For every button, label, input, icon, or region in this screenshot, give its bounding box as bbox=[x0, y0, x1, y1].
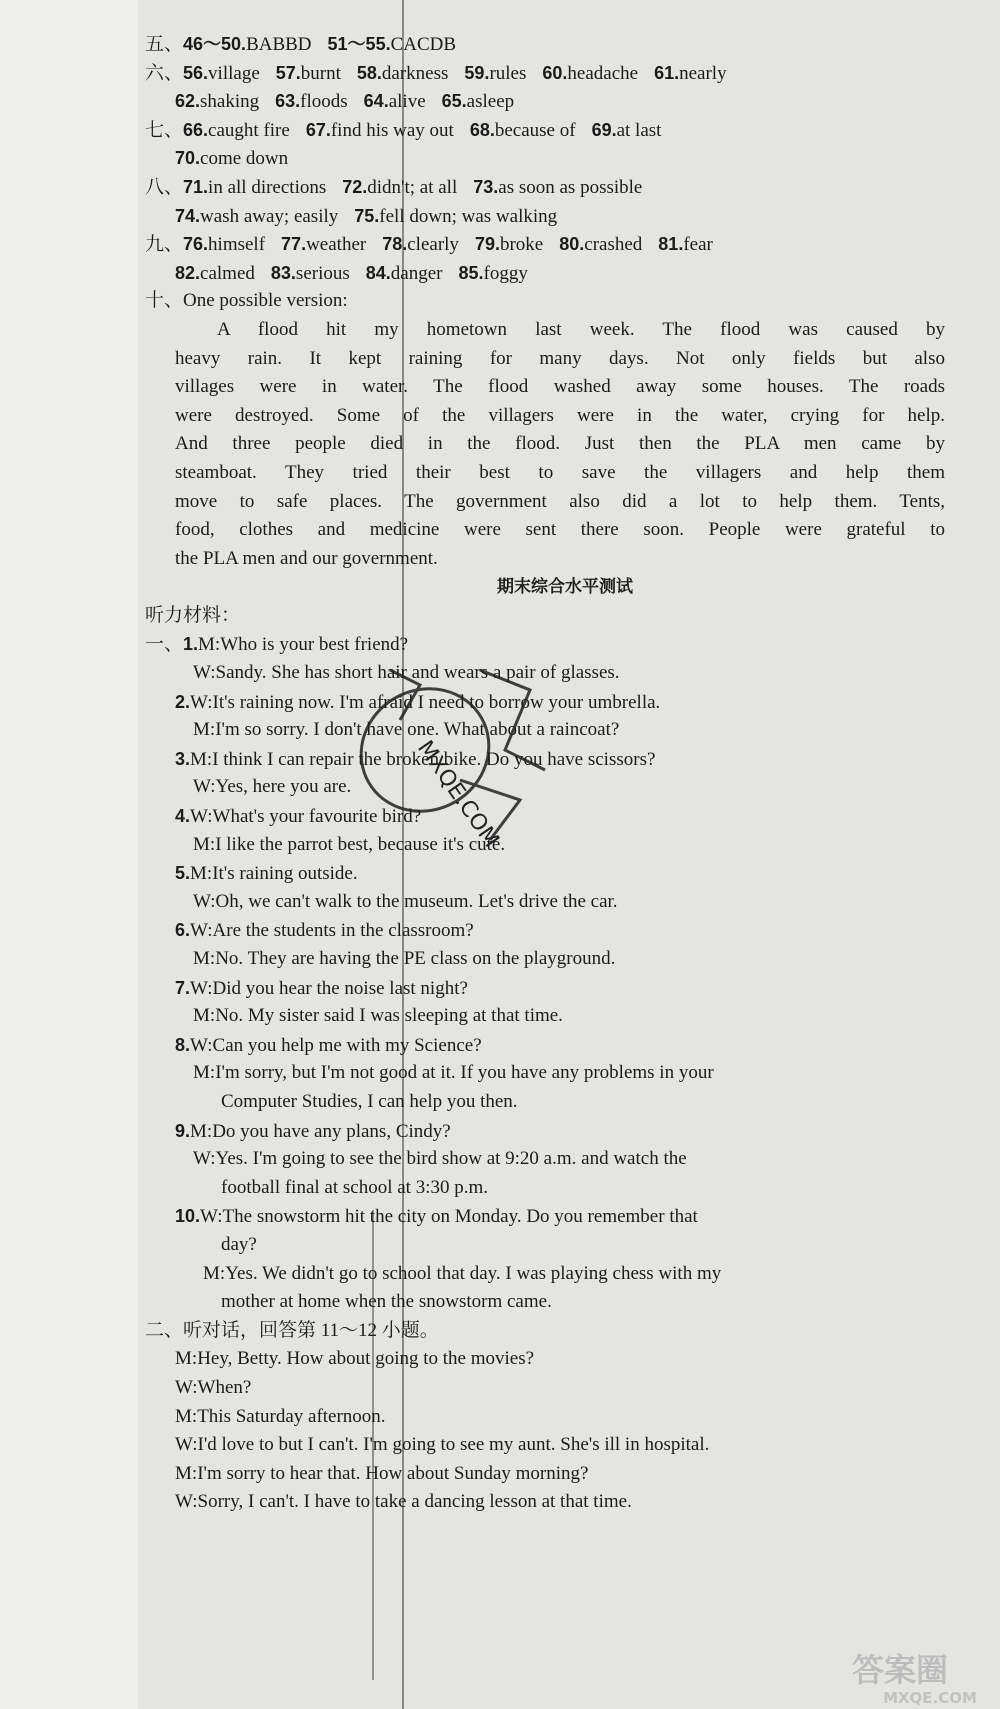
essay-line: A flood hit my hometown last week. The flood was caused by bbox=[217, 318, 945, 340]
answer-item bbox=[470, 116, 576, 146]
answer-number: 65. bbox=[441, 91, 467, 112]
dialogue-number: 4. bbox=[175, 806, 191, 827]
answer-item bbox=[275, 87, 348, 117]
dialogue-line bbox=[145, 974, 945, 1003]
dialogue-line bbox=[145, 1288, 945, 1317]
dialogue-number: 5. bbox=[175, 863, 191, 884]
answer-item bbox=[592, 116, 662, 146]
utterance: Did you hear the noise last night? bbox=[212, 977, 468, 999]
answer-text: darkness bbox=[381, 62, 449, 84]
speaker: W: bbox=[190, 920, 213, 942]
section-7-line-2 bbox=[145, 144, 945, 173]
answer-number: 72. bbox=[342, 176, 368, 197]
utterance: Sorry, I can't. I have to take a dancing lesson at that time. bbox=[197, 1491, 632, 1513]
section-label: 五、 bbox=[145, 34, 184, 55]
answer-text: himself bbox=[208, 234, 266, 256]
answer-number: 69. bbox=[591, 119, 617, 140]
answer-item bbox=[458, 259, 527, 289]
answer-text: crashed bbox=[584, 234, 643, 256]
dialogue-line bbox=[145, 1231, 945, 1260]
answer-item bbox=[175, 87, 259, 117]
utterance: football final at school at 3:30 p.m. bbox=[221, 1176, 489, 1198]
dialogue-line bbox=[145, 1145, 945, 1174]
utterance: I like the parrot best, because it's cute. bbox=[215, 833, 506, 855]
speaker: W: bbox=[175, 1434, 198, 1456]
utterance: I'm sorry, but I'm not good at it. If you have any problems in your bbox=[215, 1062, 714, 1084]
answer-text: foggy bbox=[483, 262, 528, 284]
speaker: M: bbox=[190, 748, 213, 770]
answer-item bbox=[281, 230, 366, 260]
answer-text: broke bbox=[499, 234, 544, 256]
answer-number: 46～50. bbox=[183, 34, 247, 54]
speaker: M: bbox=[175, 1462, 198, 1484]
answer-number: 79. bbox=[474, 234, 500, 255]
speaker: M: bbox=[190, 1120, 213, 1142]
section-heading: One possible version: bbox=[183, 290, 348, 312]
dialogue-line bbox=[145, 916, 945, 945]
answer-text: weather bbox=[306, 234, 367, 256]
answer-number: 85. bbox=[458, 262, 484, 283]
answer-text: because of bbox=[494, 119, 576, 141]
essay-line: steamboat. They tried their best to save the villagers and help them bbox=[175, 461, 945, 483]
answer-item bbox=[183, 116, 290, 146]
answer-text: village bbox=[208, 62, 260, 84]
answer-text: didn't; at all bbox=[367, 176, 458, 198]
essay-line: move to safe places. The government also did a lot to help them. Tents, bbox=[175, 490, 945, 512]
answer-item bbox=[183, 59, 260, 89]
answer-number: 64. bbox=[363, 91, 389, 112]
answer-text: caught fire bbox=[208, 119, 290, 141]
essay-line: food, clothes and medicine were sent there soon. People were grateful to bbox=[175, 519, 945, 541]
utterance: Sandy. She has short hair and wears a pair of glasses. bbox=[215, 662, 620, 684]
section-9-line-1 bbox=[145, 230, 945, 259]
section-5 bbox=[145, 30, 945, 59]
answer-text: danger bbox=[390, 262, 443, 284]
answer-text: rules bbox=[489, 62, 527, 84]
answer-item bbox=[464, 59, 526, 89]
answer-item bbox=[175, 259, 255, 289]
section-label: 八、 bbox=[145, 176, 184, 198]
answer-text: headache bbox=[567, 62, 639, 84]
answer-item bbox=[276, 59, 341, 89]
exam-title: 期末综合水平测试 bbox=[497, 577, 633, 598]
answer-number: 59. bbox=[464, 62, 490, 83]
answer-text: as soon as possible bbox=[498, 176, 643, 198]
speaker: W: bbox=[193, 890, 216, 912]
speaker: M: bbox=[193, 833, 216, 855]
answer-text: CACDB bbox=[390, 34, 457, 55]
answer-text: alive bbox=[388, 91, 426, 113]
utterance: The snowstorm hit the city on Monday. Do you remember that bbox=[222, 1206, 698, 1228]
listening-heading: 听力材料： bbox=[145, 604, 241, 626]
answer-number: 70. bbox=[175, 148, 201, 169]
answer-number: 66. bbox=[183, 119, 209, 140]
speaker: W: bbox=[175, 1376, 198, 1398]
answer-text: shaking bbox=[200, 91, 260, 113]
answer-text: BABBD bbox=[246, 34, 312, 55]
section-label: 六、 bbox=[145, 62, 184, 84]
speaker: M: bbox=[193, 1062, 216, 1084]
answer-item bbox=[559, 230, 642, 260]
essay-line: villages were in water. The flood washed away some houses. The roads bbox=[175, 376, 945, 398]
dialogue-number: 7. bbox=[175, 977, 191, 998]
utterance: Oh, we can't walk to the museum. Let's drive the car. bbox=[215, 890, 618, 912]
answer-number: 81. bbox=[658, 234, 684, 255]
answer-number: 73. bbox=[473, 176, 499, 197]
answer-text: nearly bbox=[679, 62, 727, 84]
dialogue-line bbox=[145, 1260, 945, 1289]
stamp-text: MXQE.COM bbox=[412, 736, 504, 853]
answer-item bbox=[357, 59, 449, 89]
answer-number: 51～55. bbox=[327, 34, 391, 54]
dialogue-number: 9. bbox=[175, 1120, 191, 1141]
answer-text: floods bbox=[300, 91, 348, 113]
logo-text: 答案圈 bbox=[851, 1651, 949, 1689]
utterance: Are the students in the classroom? bbox=[212, 920, 474, 942]
answer-item bbox=[658, 230, 713, 260]
utterance: It's raining now. I'm afraid I need to borrow your umbrella. bbox=[212, 691, 661, 713]
answer-item bbox=[382, 230, 459, 260]
answer-number: 56. bbox=[183, 62, 209, 83]
dialogue-number: 1. bbox=[183, 634, 199, 655]
speaker: W: bbox=[193, 1148, 216, 1170]
utterance: It's raining outside. bbox=[212, 863, 358, 885]
answer-item bbox=[542, 59, 638, 89]
dialogue-line bbox=[145, 1202, 945, 1231]
speaker: M: bbox=[190, 863, 213, 885]
utterance: Yes. I'm going to see the bird show at 9:20 a.m. and watch the bbox=[215, 1148, 687, 1170]
answer-number: 84. bbox=[365, 262, 391, 283]
answer-item bbox=[183, 30, 312, 60]
answer-number: 71. bbox=[183, 176, 209, 197]
utterance: Do you have any plans, Cindy? bbox=[212, 1120, 451, 1142]
speaker: W: bbox=[190, 977, 213, 999]
utterance: mother at home when the snowstorm came. bbox=[221, 1291, 552, 1313]
utterance: Can you help me with my Science? bbox=[212, 1034, 482, 1056]
utterance: I'm sorry to hear that. How about Sunday morning? bbox=[197, 1462, 589, 1484]
answer-item bbox=[271, 259, 350, 289]
section-6-line-2 bbox=[145, 87, 945, 116]
answer-item bbox=[364, 87, 426, 117]
utterance: Yes, here you are. bbox=[215, 776, 352, 798]
part-2-line bbox=[145, 1488, 945, 1517]
speaker: M: bbox=[175, 1348, 198, 1370]
answer-item bbox=[442, 87, 515, 117]
answer-item bbox=[366, 259, 443, 289]
answer-text: asleep bbox=[466, 91, 515, 113]
dialogue-line bbox=[145, 945, 945, 974]
site-logo bbox=[800, 1645, 1000, 1709]
answer-text: burnt bbox=[300, 62, 341, 84]
part-label: 一、 bbox=[145, 634, 184, 656]
speaker: M: bbox=[193, 948, 216, 969]
dialogue-line bbox=[145, 888, 945, 917]
answer-text: fear bbox=[683, 234, 713, 256]
section-7-line-1 bbox=[145, 116, 945, 145]
dialogue-number: 3. bbox=[175, 748, 191, 769]
dialogue-line bbox=[145, 1002, 945, 1031]
answer-item bbox=[328, 30, 457, 60]
part-2-line bbox=[145, 1345, 945, 1374]
answer-number: 61. bbox=[654, 62, 680, 83]
dialogue-line bbox=[145, 1174, 945, 1203]
dialogue-number: 10. bbox=[175, 1206, 201, 1227]
dialogue-number: 6. bbox=[175, 920, 191, 941]
speaker: W: bbox=[193, 776, 216, 798]
answer-number: 62. bbox=[175, 91, 201, 112]
speaker: W: bbox=[190, 1034, 213, 1056]
answer-text: fell down; was walking bbox=[379, 205, 558, 227]
answer-item bbox=[183, 173, 326, 203]
dialogue-line bbox=[145, 1088, 945, 1117]
answer-number: 78. bbox=[382, 234, 408, 255]
speaker: W: bbox=[190, 806, 213, 828]
answer-number: 63. bbox=[275, 91, 301, 112]
answer-item bbox=[342, 173, 457, 203]
answer-number: 82. bbox=[175, 262, 201, 283]
answer-item bbox=[175, 144, 288, 174]
answer-text: calmed bbox=[200, 262, 255, 284]
part-2-line bbox=[145, 1460, 945, 1489]
utterance: I'd love to but I can't. I'm going to see my aunt. She's ill in hospital. bbox=[197, 1434, 710, 1456]
answer-text: at last bbox=[616, 119, 662, 141]
answer-number: 83. bbox=[270, 262, 296, 283]
utterance: No. My sister said I was sleeping at that time. bbox=[215, 1005, 563, 1027]
answer-text: find his way out bbox=[330, 119, 454, 141]
answer-text: wash away; easily bbox=[200, 205, 339, 227]
answer-item bbox=[354, 202, 557, 232]
answer-text: clearly bbox=[407, 234, 459, 256]
section-6-line-1 bbox=[145, 59, 945, 88]
speaker: W: bbox=[190, 691, 213, 713]
section-9-line-2 bbox=[145, 259, 945, 288]
part-2-line bbox=[145, 1374, 945, 1403]
part-2-line bbox=[145, 1431, 945, 1460]
speaker: M: bbox=[198, 634, 221, 656]
answer-item bbox=[183, 230, 265, 260]
answer-item bbox=[475, 230, 543, 260]
utterance: I'm so sorry. I don't have one. What about a raincoat? bbox=[215, 719, 620, 741]
page-margin bbox=[0, 0, 138, 1709]
answer-item bbox=[175, 202, 338, 232]
utterance: When? bbox=[197, 1376, 252, 1398]
answer-item bbox=[473, 173, 642, 203]
utterance: This Saturday afternoon. bbox=[197, 1405, 386, 1427]
essay-line: And three people died in the flood. Just then the PLA men came by bbox=[175, 433, 945, 455]
section-label: 九、 bbox=[145, 234, 184, 256]
utterance: Yes. We didn't go to school that day. I was playing chess with my bbox=[225, 1262, 722, 1284]
speaker: W: bbox=[193, 662, 216, 684]
speaker: M: bbox=[193, 1005, 216, 1027]
dialogue-number: 8. bbox=[175, 1034, 191, 1055]
speaker: M: bbox=[175, 1405, 198, 1427]
essay-line: the PLA men and our government. bbox=[175, 547, 438, 569]
utterance: What's your favourite bird? bbox=[212, 806, 422, 828]
utterance: day? bbox=[221, 1233, 257, 1255]
answer-number: 67. bbox=[305, 119, 331, 140]
speaker: M: bbox=[193, 719, 216, 741]
section-label: 七、 bbox=[145, 119, 184, 141]
answer-number: 58. bbox=[356, 62, 382, 83]
dialogue-number: 2. bbox=[175, 691, 191, 712]
utterance: I think I can repair the broken bike. Do you have scissors? bbox=[212, 748, 656, 770]
part-2-heading: 二、听对话，回答第 11～12 小题。 bbox=[145, 1319, 439, 1341]
answer-text: in all directions bbox=[208, 176, 327, 198]
answer-number: 68. bbox=[469, 119, 495, 140]
answer-number: 76. bbox=[183, 234, 209, 255]
utterance: Computer Studies, I can help you then. bbox=[221, 1090, 518, 1112]
speaker: W: bbox=[200, 1206, 223, 1228]
answer-item bbox=[654, 59, 727, 89]
speaker: W: bbox=[175, 1491, 198, 1513]
dialogue-line bbox=[145, 1117, 945, 1146]
answer-number: 57. bbox=[275, 62, 301, 83]
logo-url: MXQE.COM bbox=[883, 1689, 977, 1707]
dialogue-line bbox=[145, 1031, 945, 1060]
answer-number: 74. bbox=[175, 205, 201, 226]
answer-number: 80. bbox=[559, 234, 585, 255]
dialogue-line bbox=[145, 1059, 945, 1088]
answer-number: 77. bbox=[281, 234, 307, 255]
utterance: Who is your best friend? bbox=[220, 634, 409, 656]
answer-item bbox=[306, 116, 454, 146]
answer-number: 75. bbox=[354, 205, 380, 226]
utterance: No. They are having the PE class on the playground. bbox=[215, 948, 616, 969]
section-10-heading bbox=[145, 287, 945, 316]
section-8-line-1 bbox=[145, 173, 945, 202]
utterance: Hey, Betty. How about going to the movies? bbox=[197, 1348, 535, 1370]
speaker: M: bbox=[203, 1262, 226, 1284]
section-label: 十、 bbox=[145, 290, 184, 312]
answer-text: serious bbox=[295, 262, 350, 284]
watermark-stamp bbox=[330, 630, 560, 890]
essay-line: were destroyed. Some of the villagers were in the water, crying for help. bbox=[175, 404, 945, 426]
answer-number: 60. bbox=[542, 62, 568, 83]
part-2-line bbox=[145, 1403, 945, 1432]
essay-line: heavy rain. It kept raining for many days. Not only fields but also bbox=[175, 347, 945, 369]
section-8-line-2 bbox=[145, 202, 945, 231]
answer-text: come down bbox=[200, 148, 289, 170]
